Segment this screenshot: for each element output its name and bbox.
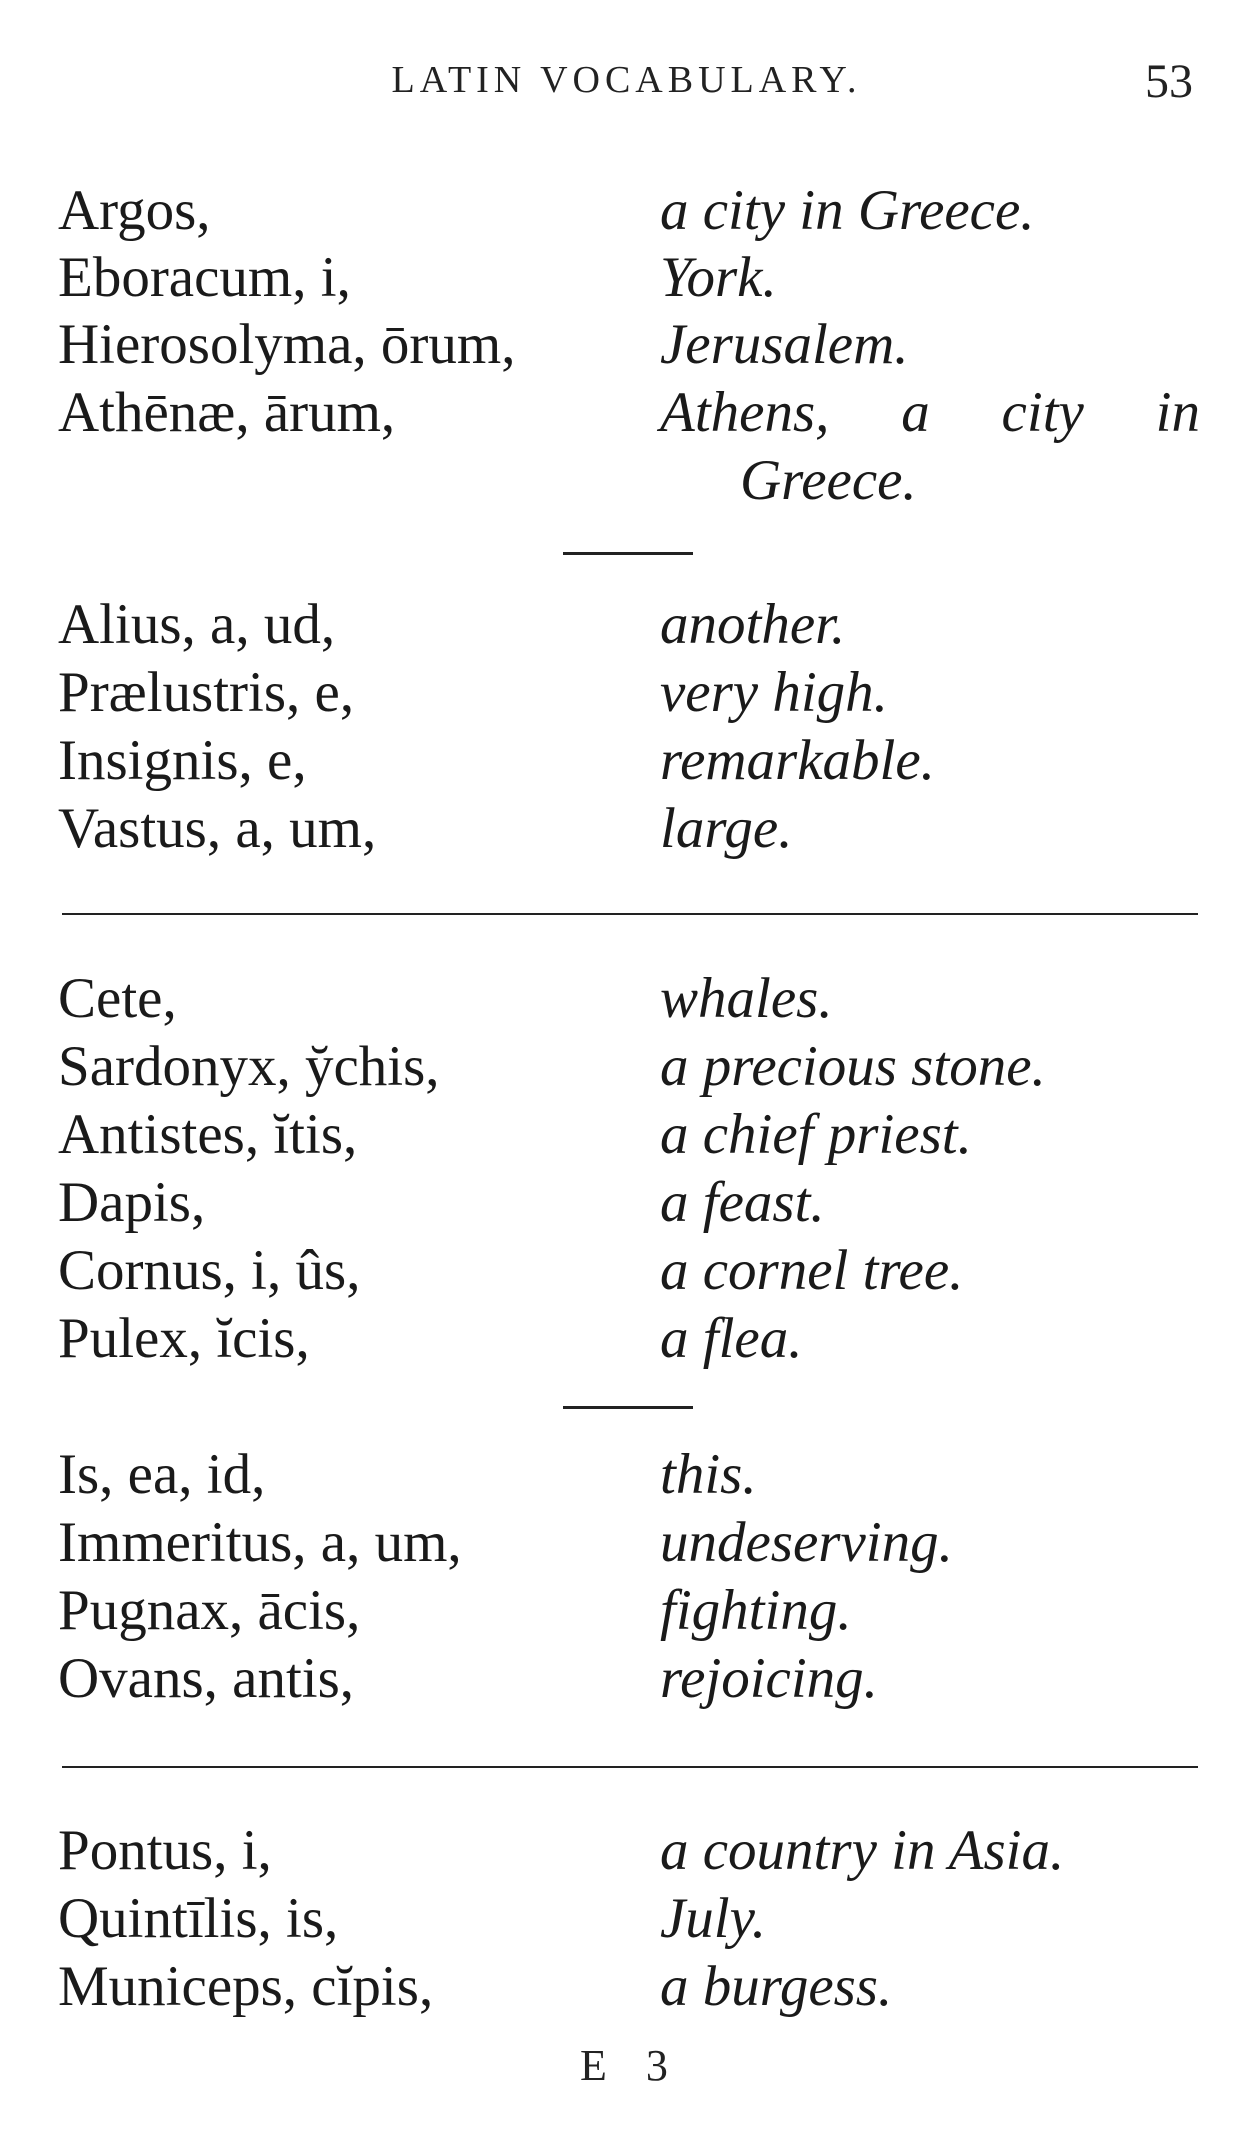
latin-word: Immeritus, a, um, (58, 1511, 462, 1574)
latin-word: Argos, (58, 179, 211, 242)
english-meaning: undeserving. (660, 1511, 953, 1574)
vocab-entry (0, 592, 1253, 658)
latin-word: Ovans, antis, (58, 1647, 355, 1710)
english-meaning: a precious stone. (660, 1035, 1046, 1098)
english-meaning: rejoicing. (660, 1647, 878, 1710)
signature-mark: E 3 (580, 2041, 682, 2090)
english-meaning: York. (660, 246, 777, 309)
english-meaning: a burgess. (660, 1955, 893, 2018)
english-meaning: a chief priest. (660, 1103, 972, 1166)
english-meaning: very high. (660, 661, 888, 724)
short-divider (563, 1406, 693, 1409)
vocab-entry (0, 1646, 1253, 1712)
vocab-entry (0, 312, 1253, 378)
vocab-entry (0, 1306, 1253, 1372)
english-meaning-continuation: Greece. (740, 449, 917, 512)
short-divider (563, 552, 693, 555)
vocab-entry (0, 796, 1253, 862)
english-meaning: this. (660, 1443, 757, 1506)
latin-word: Alius, a, ud, (58, 593, 336, 656)
running-title: LATIN VOCABULARY. (391, 59, 862, 101)
vocab-entry (0, 728, 1253, 794)
vocab-entry (0, 1170, 1253, 1236)
english-meaning: another. (660, 593, 846, 656)
english-meaning: a cornel tree. (660, 1239, 964, 1302)
english-meaning: large. (660, 797, 793, 860)
latin-word: Pontus, i, (58, 1819, 272, 1882)
latin-word: Municeps, cĭpis, (58, 1955, 434, 2018)
english-meaning: fighting. (660, 1579, 852, 1642)
english-meaning: a flea. (660, 1307, 803, 1370)
vocab-entry (0, 1954, 1253, 2020)
vocab-entry (0, 1034, 1253, 1100)
vocab-entry (0, 380, 1253, 446)
english-meaning: a city in Greece. (660, 179, 1035, 242)
english-meaning: July. (660, 1887, 767, 1950)
vocab-entry (0, 1442, 1253, 1508)
vocab-entry (0, 1510, 1253, 1576)
english-meaning: whales. (660, 967, 833, 1030)
latin-word: Dapis, (58, 1171, 206, 1234)
section-divider (62, 1766, 1198, 1768)
vocab-entry (0, 178, 1253, 244)
english-meaning: a feast. (660, 1171, 825, 1234)
english-meaning: Jerusalem. (660, 313, 909, 376)
vocab-entry (0, 1818, 1253, 1884)
english-meaning: a country in Asia. (660, 1819, 1065, 1882)
english-meaning: remarkable. (660, 729, 935, 792)
latin-word: Quintīlis, is, (58, 1887, 339, 1950)
latin-word: Antistes, ĭtis, (58, 1103, 358, 1166)
vocab-entry (0, 1886, 1253, 1952)
latin-word: Athēnæ, ārum, (58, 381, 396, 444)
latin-word: Pulex, ĭcis, (58, 1307, 310, 1370)
vocab-entry (0, 1238, 1253, 1304)
vocab-entry (0, 966, 1253, 1032)
latin-word: Eboracum, i, (58, 246, 351, 309)
latin-word: Insignis, e, (58, 729, 307, 792)
latin-word: Sardonyx, y̆chis, (58, 1035, 440, 1098)
latin-word: Is, ea, id, (58, 1443, 266, 1506)
latin-word: Cete, (58, 967, 177, 1030)
latin-word: Hierosolyma, ōrum, (58, 313, 516, 376)
vocab-entry (0, 1578, 1253, 1644)
latin-word: Cornus, i, ûs, (58, 1239, 361, 1302)
page-number: 53 (1145, 55, 1193, 108)
vocab-entry (0, 1102, 1253, 1168)
vocab-entry (0, 245, 1253, 311)
latin-word: Prælustris, e, (58, 661, 355, 724)
latin-word: Vastus, a, um, (58, 797, 377, 860)
latin-word: Pugnax, ācis, (58, 1579, 361, 1642)
vocab-entry (0, 660, 1253, 726)
english-meaning: Athens, a city in (660, 381, 1200, 444)
section-divider (62, 913, 1198, 915)
